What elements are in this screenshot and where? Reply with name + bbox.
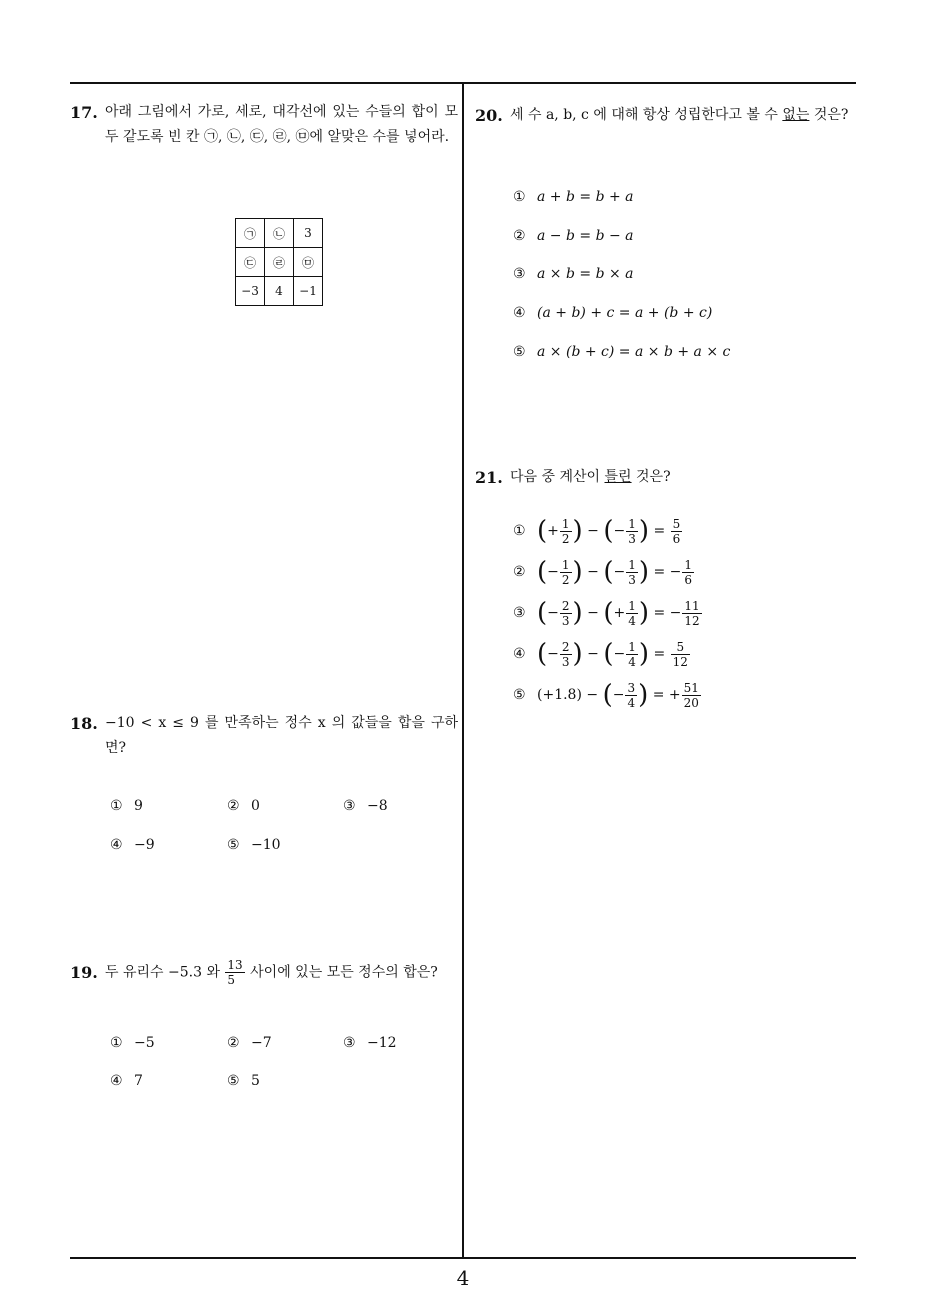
question-number: 21. [475,468,503,487]
question-number: 17. [70,103,98,122]
option-3[interactable]: ③ ( − $\frac{2}{3}$ ) − ( + $\frac{1}{4}$ ) = − $\frac{11}{12}$ [513,598,700,628]
fraction: $\frac{1}{2}$ [561,557,570,587]
question-text: 다음 중 계산이 틀린 것은? [510,469,671,485]
question-18 [70,711,458,761]
option-4[interactable]: ④ (a + b) + c = a + (b + c) [513,305,713,321]
fraction: $\frac{11}{12}$ [684,598,700,628]
question-text: 아래 그림에서 가로, 세로, 대각선에 있는 수들의 합이 모두 같도록 빈 칸 ㉠, ㉡, ㉢, ㉣, ㉤에 알맞은 수를 넣어라. [105,104,458,145]
column-divider [462,82,464,1259]
grid-cell: −1 [294,277,323,306]
page-number: 4 [456,1266,470,1290]
option-1[interactable]: ① a + b = b + a [513,189,634,205]
option-3[interactable]: ③ −8 [343,798,388,814]
grid-cell: 4 [265,277,294,306]
option-5[interactable]: ⑤ −10 [227,837,281,853]
question-21 [475,465,859,490]
fraction: $\frac{1}{4}$ [628,598,636,628]
option-1[interactable]: ① 9 [110,798,143,814]
fraction: $\frac{5}{6}$ [672,516,681,546]
grid-cell: ㉠ [236,219,265,248]
fraction: $\frac{2}{3}$ [561,639,570,669]
fraction: $\frac{1}{6}$ [684,557,693,587]
option-5[interactable]: ⑤ a × (b + c) = a × b + a × c [513,344,731,360]
magic-square-grid [235,218,323,306]
question-number: 20. [475,106,503,125]
fraction: $\frac{1}{2}$ [561,516,570,546]
question-17 [70,100,458,150]
option-4[interactable]: ④ ( − $\frac{2}{3}$ ) − ( − $\frac{1}{4}$ ) = $\frac{5}{12}$ [513,639,688,669]
option-1[interactable]: ① −5 [110,1035,155,1051]
fraction: $\frac{3}{4}$ [627,680,636,710]
option-4[interactable]: ④ −9 [110,837,155,853]
question-text: −10 < x ≤ 9 를 만족하는 정수 x 의 값들을 합을 구하면? [105,715,458,756]
option-4[interactable]: ④ 7 [110,1073,143,1089]
question-number: 18. [70,714,98,733]
fraction: $\frac{1}{3}$ [628,557,636,587]
option-3[interactable]: ③ a × b = b × a [513,266,634,282]
question-20 [475,103,859,128]
fraction: $\frac{13}{5}$ [227,958,243,987]
option-3[interactable]: ③ −12 [343,1035,397,1051]
grid-cell: 3 [294,219,323,248]
grid-cell: −3 [236,277,265,306]
grid-cell: ㉤ [294,248,323,277]
option-2[interactable]: ② −7 [227,1035,272,1051]
question-number: 19. [70,963,98,982]
option-5[interactable]: ⑤ 5 [227,1073,260,1089]
fraction: $\frac{5}{12}$ [672,639,688,669]
question-text: 두 유리수 −5.3 와 $\frac{13}{5}$ 사이에 있는 모든 정수의 합은? [105,958,438,987]
option-2[interactable]: ② a − b = b − a [513,228,634,244]
grid-cell: ㉢ [236,248,265,277]
option-1[interactable]: ① ( + $\frac{1}{2}$ ) − ( − $\frac{1}{3}$ ) = $\frac{5}{6}$ [513,516,681,546]
option-2[interactable]: ② ( − $\frac{1}{2}$ ) − ( − $\frac{1}{3}$ ) = − $\frac{1}{6}$ [513,557,693,587]
fraction: $\frac{1}{3}$ [628,516,636,546]
option-2[interactable]: ② 0 [227,798,260,814]
question-text: 세 수 a, b, c 에 대해 항상 성립한다고 볼 수 없는 것은? [510,107,849,123]
fraction: $\frac{51}{20}$ [683,680,699,710]
option-5[interactable]: ⑤ (+1.8) − ( − $\frac{3}{4}$ ) = + $\frac{51}{20}$ [513,680,699,710]
bottom-rule [70,1257,856,1259]
grid-cell: ㉡ [265,219,294,248]
fraction: $\frac{2}{3}$ [561,598,570,628]
grid-cell: ㉣ [265,248,294,277]
question-19 [70,958,458,987]
fraction: $\frac{1}{4}$ [628,639,636,669]
